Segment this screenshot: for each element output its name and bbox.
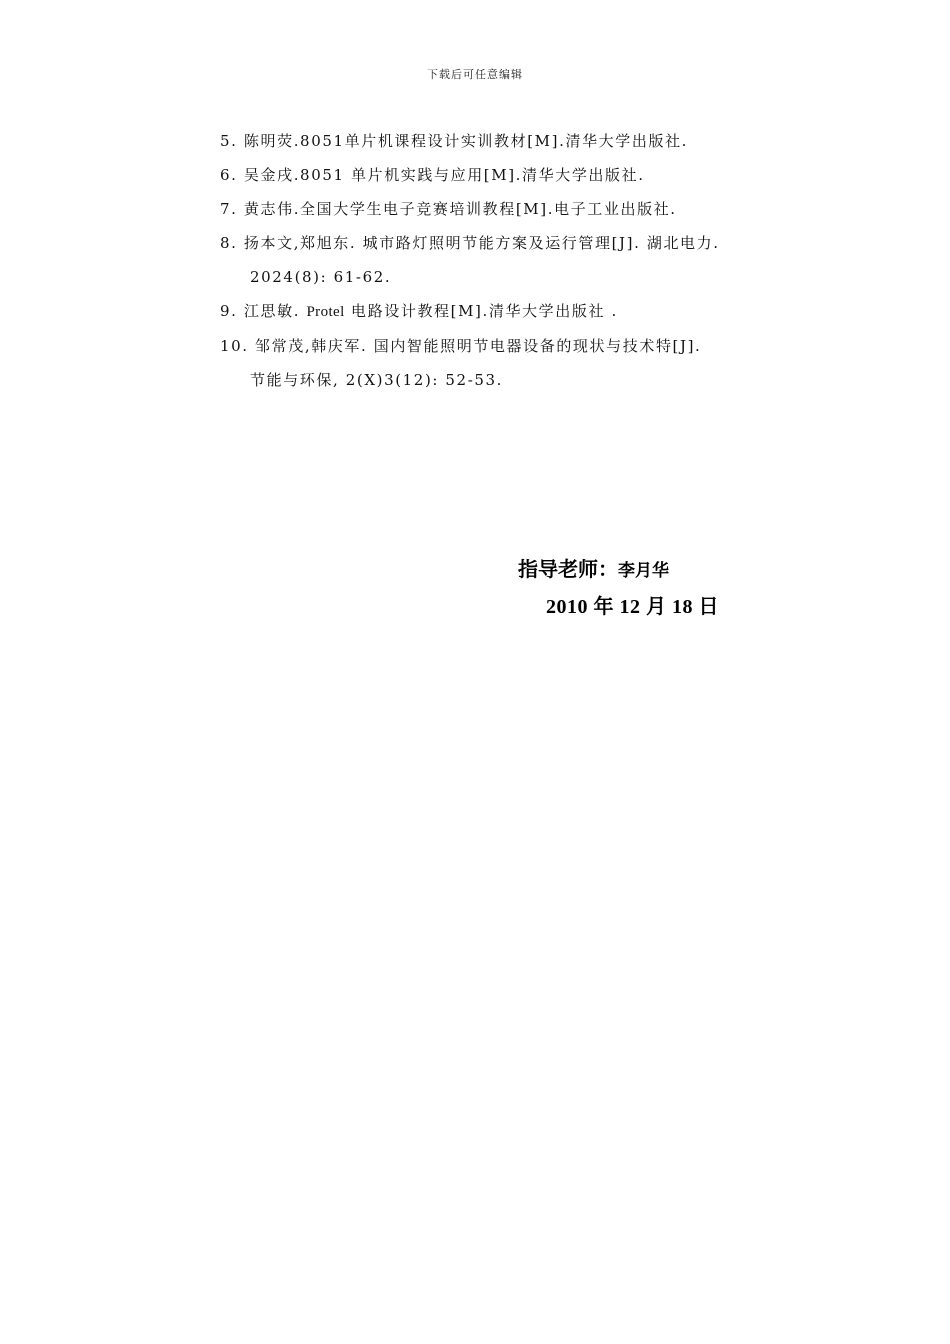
reference-text: 黄志伟.全国大学生电子竞赛培训教程[M].电子工业出版社. <box>243 200 677 218</box>
reference-text: 邹常茂,韩庆军. 国内智能照明节电器设备的现状与技术特[J]. <box>255 337 702 355</box>
reference-item-10-continuation: 节能与环保, 2(X)3(12): 52-53. <box>250 371 504 389</box>
reference-item-5 <box>220 124 860 158</box>
reference-number: 7. <box>220 200 238 218</box>
reference-item-8-continuation: 2024(8): 61-62. <box>250 268 392 286</box>
reference-item-8 <box>220 226 860 260</box>
reference-item-10 <box>220 329 860 363</box>
advisor-label: 指导老师： <box>518 559 618 581</box>
reference-text: 陈明荧.8051单片机课程设计实训教材[M].清华大学出版社. <box>243 132 689 150</box>
advisor-signature <box>518 553 669 582</box>
reference-number: 9. <box>220 302 238 320</box>
reference-number: 5. <box>220 132 238 150</box>
reference-item-9 <box>220 294 860 329</box>
reference-text-part: 江思敏. <box>243 302 307 320</box>
reference-text-latin: Protel <box>306 304 345 320</box>
reference-text: 吴金戌.8051 单片机实践与应用[M].清华大学出版社. <box>243 166 645 184</box>
reference-text: 扬本文,郑旭东. 城市路灯照明节能方案及运行管理[J]. 湖北电力. <box>243 234 720 252</box>
signature-date: 2010 年 12 月 18 日 <box>546 596 719 618</box>
reference-number: 10. <box>220 337 249 355</box>
page-header: 下载后可任意编辑 <box>427 68 523 81</box>
reference-item-6 <box>220 158 860 192</box>
reference-item-7 <box>220 192 860 226</box>
reference-number: 8. <box>220 234 238 252</box>
reference-number: 6. <box>220 166 238 184</box>
reference-list <box>220 124 860 397</box>
reference-text-part: 电路设计教程[M].清华大学出版社 . <box>344 302 618 320</box>
advisor-name: 李月华 <box>618 561 669 580</box>
